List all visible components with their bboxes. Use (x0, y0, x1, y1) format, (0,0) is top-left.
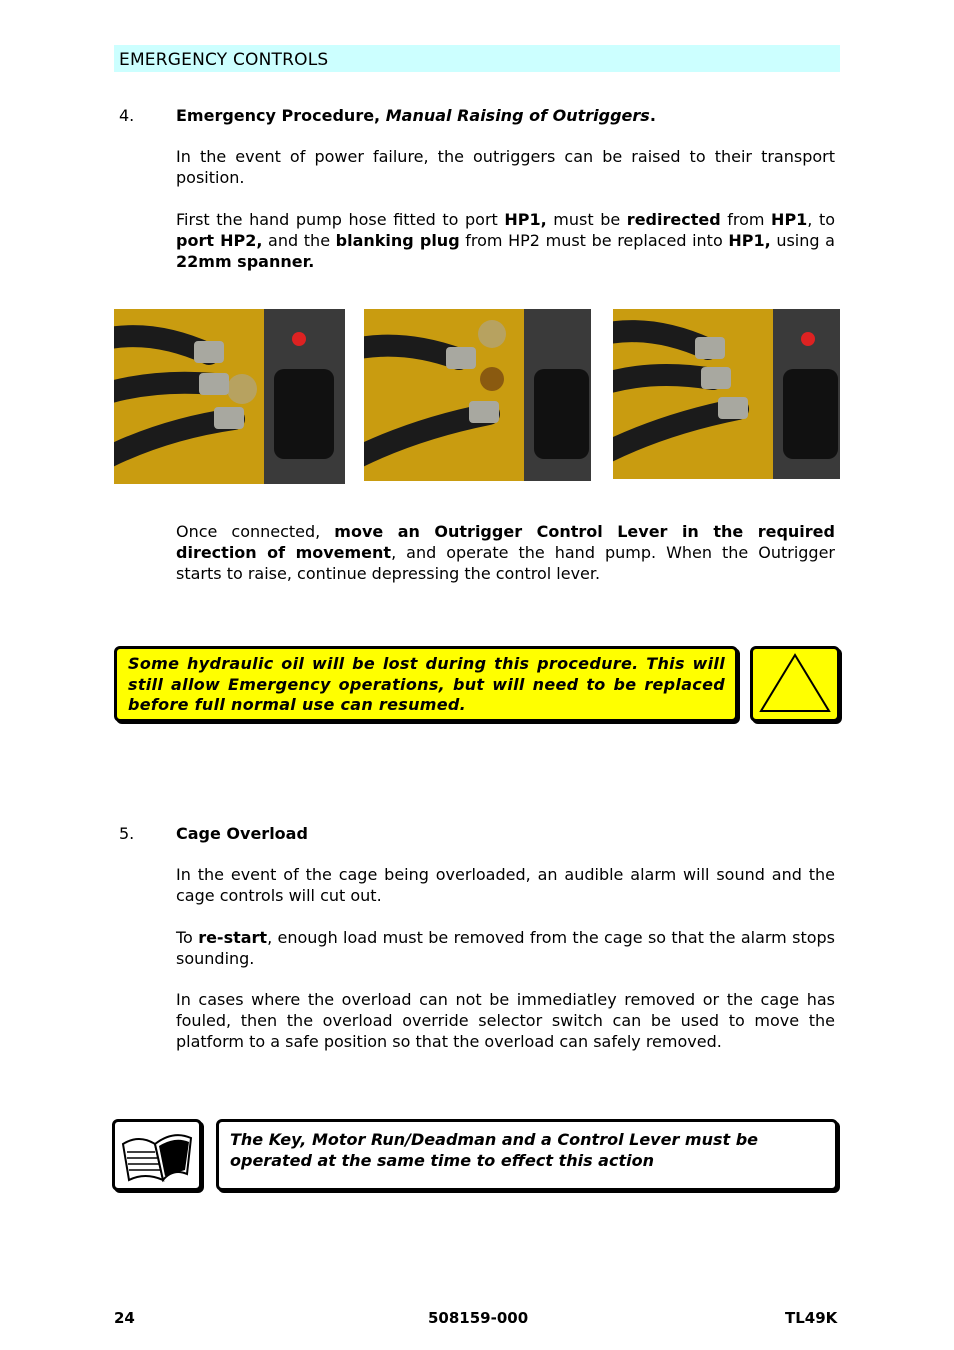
text-run: and the (262, 231, 336, 250)
text-run: To (176, 928, 199, 947)
page-title: EMERGENCY CONTROLS (119, 50, 329, 70)
text-run: , and operate the hand pump. When the Outrigger starts to raise, continue depressing the control lever. (176, 543, 835, 583)
text-run: from (720, 210, 772, 229)
warning-text: Some hydraulic oil will be lost during this procedure. This will still allow Emergency operations, but will need to be replaced before full normal use can resumed. (128, 654, 725, 714)
document-number: 508159-000 (428, 1309, 529, 1327)
hp1-target-label: HP1, (728, 231, 771, 250)
section-5-paragraph-2 (176, 927, 835, 969)
port-hp2-label: port HP2, (176, 231, 263, 250)
section-4-heading-bold: Emergency Procedure, (176, 106, 381, 125)
note-callout (216, 1119, 838, 1191)
section-header-bar (114, 45, 840, 72)
warning-callout (114, 646, 738, 722)
restart-label: re-start (198, 928, 268, 947)
section-5-heading: Cage Overload (176, 824, 308, 843)
hp1-label: HP1 (771, 210, 808, 229)
section-4-heading (176, 106, 656, 125)
warning-icon-box (750, 646, 840, 722)
section-5-paragraph-3: In cases where the overload can not be immediatley removed or the cage has fouled, then the overload override selector switch can be used to move the platform to a safe position so that the overload can safely removed. (176, 990, 835, 1051)
text-run: must be (546, 210, 627, 229)
page-number: 24 (114, 1309, 135, 1327)
section-5-number: 5. (119, 824, 135, 843)
note-icon-box (112, 1119, 202, 1191)
section-4-number: 4. (119, 106, 135, 125)
manual-book-icon (115, 1122, 199, 1188)
section-4-paragraph-3 (176, 521, 835, 584)
blanking-plug-label: blanking plug (335, 231, 460, 250)
model-code: TL49K (785, 1309, 838, 1327)
section-4-paragraph-2 (176, 209, 835, 272)
move-lever-instruction: move an Outrigger Control Lever in the required direction of movement (176, 522, 835, 562)
port-hp1-label: HP1, (504, 210, 547, 229)
text-run: Once connected, (176, 522, 335, 541)
text-run: from HP2 must be replaced into (459, 231, 729, 250)
note-text: The Key, Motor Run/Deadman and a Control Lever must be operated at the same time to effect this action (230, 1130, 759, 1170)
section-5-paragraph-1: In the event of the cage being overloaded, an audible alarm will sound and the cage controls will cut out. (176, 865, 835, 905)
text-run: , to (807, 210, 836, 229)
redirected-label: redirected (626, 210, 721, 229)
hydraulic-block-photo-1 (114, 309, 345, 484)
section-4-heading-italic: Manual Raising of Outriggers (385, 106, 650, 125)
text-run: First the hand pump hose fitted to port (176, 210, 505, 229)
section-4-paragraph-1: In the event of power failure, the outriggers can be raised to their transport position. (176, 147, 835, 187)
warning-triangle-icon (753, 649, 837, 719)
text-run: using a (770, 231, 835, 250)
spanner-label: 22mm spanner. (176, 252, 315, 271)
hydraulic-block-photo-3 (613, 309, 840, 479)
hydraulic-block-photo-2 (364, 309, 591, 481)
section-4-heading-end: . (649, 106, 656, 125)
text-run: , enough load must be removed from the cage so that the alarm stops sounding. (176, 928, 835, 968)
